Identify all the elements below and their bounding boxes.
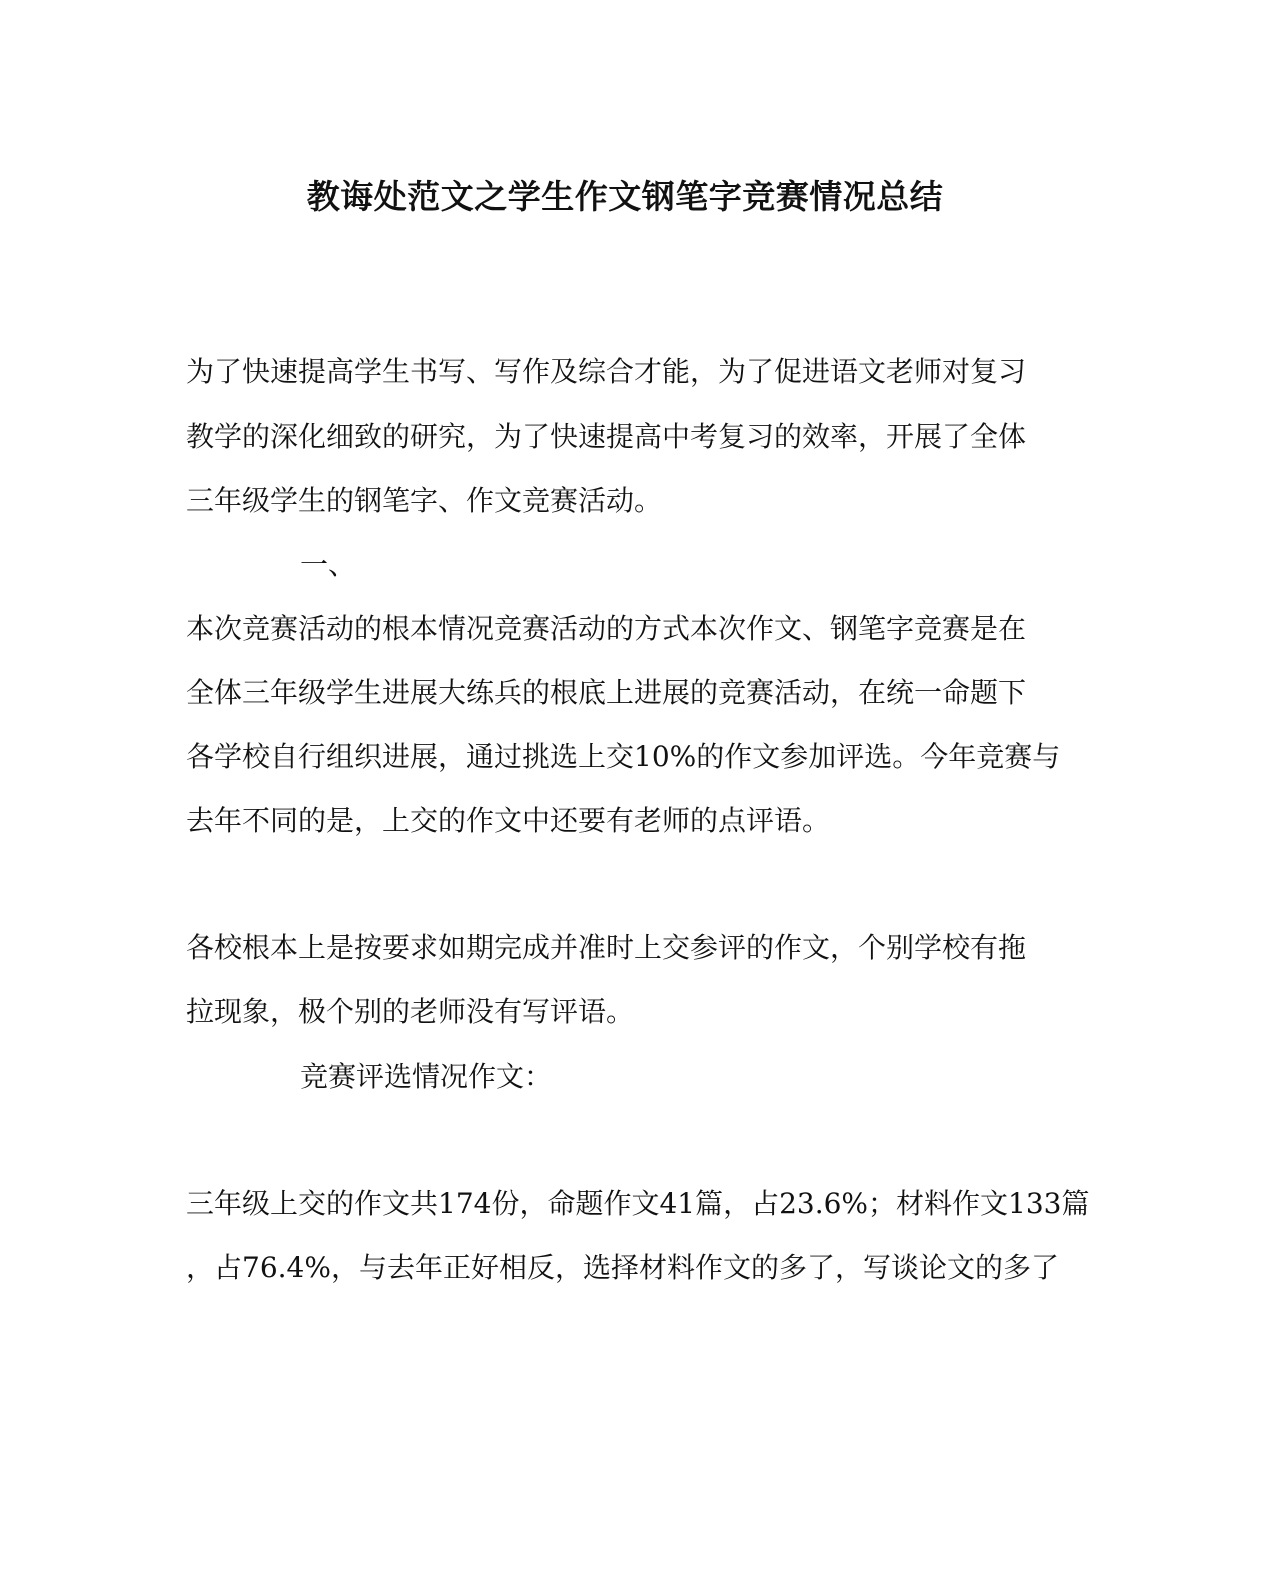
section-heading: 竞赛评选情况作文：: [300, 1060, 553, 1093]
paragraph-line: 本次竞赛活动的根本情况竞赛活动的方式本次作文、钢笔字竞赛是在: [186, 612, 1027, 645]
paragraph-line: 教学的深化细致的研究，为了快速提高中考复习的效率，开展了全体: [186, 420, 1027, 453]
section-heading: 一、: [300, 548, 357, 581]
paragraph-line: 各学校自行组织进展，通过挑选上交10%的作文参加评选。今年竞赛与: [186, 740, 1061, 773]
document-title: 教诲处范文之学生作文钢笔字竞赛情况总结: [306, 177, 944, 216]
paragraph-line: 三年级学生的钢笔字、作文竞赛活动。: [186, 484, 663, 517]
paragraph-line: 拉现象，极个别的老师没有写评语。: [186, 995, 635, 1028]
paragraph-line: 为了快速提高学生书写、写作及综合才能，为了促进语文老师对复习: [186, 355, 1027, 388]
paragraph-line: 三年级上交的作文共174份，命题作文41篇，占23.6%；材料作文133篇: [186, 1187, 1090, 1220]
paragraph-line: 全体三年级学生进展大练兵的根底上进展的竞赛活动，在统一命题下: [186, 676, 1027, 709]
paragraph-line: 各校根本上是按要求如期完成并准时上交参评的作文，个别学校有拖: [186, 931, 1027, 964]
paragraph-line: 去年不同的是，上交的作文中还要有老师的点评语。: [186, 804, 831, 837]
paragraph-line: ，占76.4%，与去年正好相反，选择材料作文的多了，写谈论文的多了: [186, 1251, 1059, 1284]
